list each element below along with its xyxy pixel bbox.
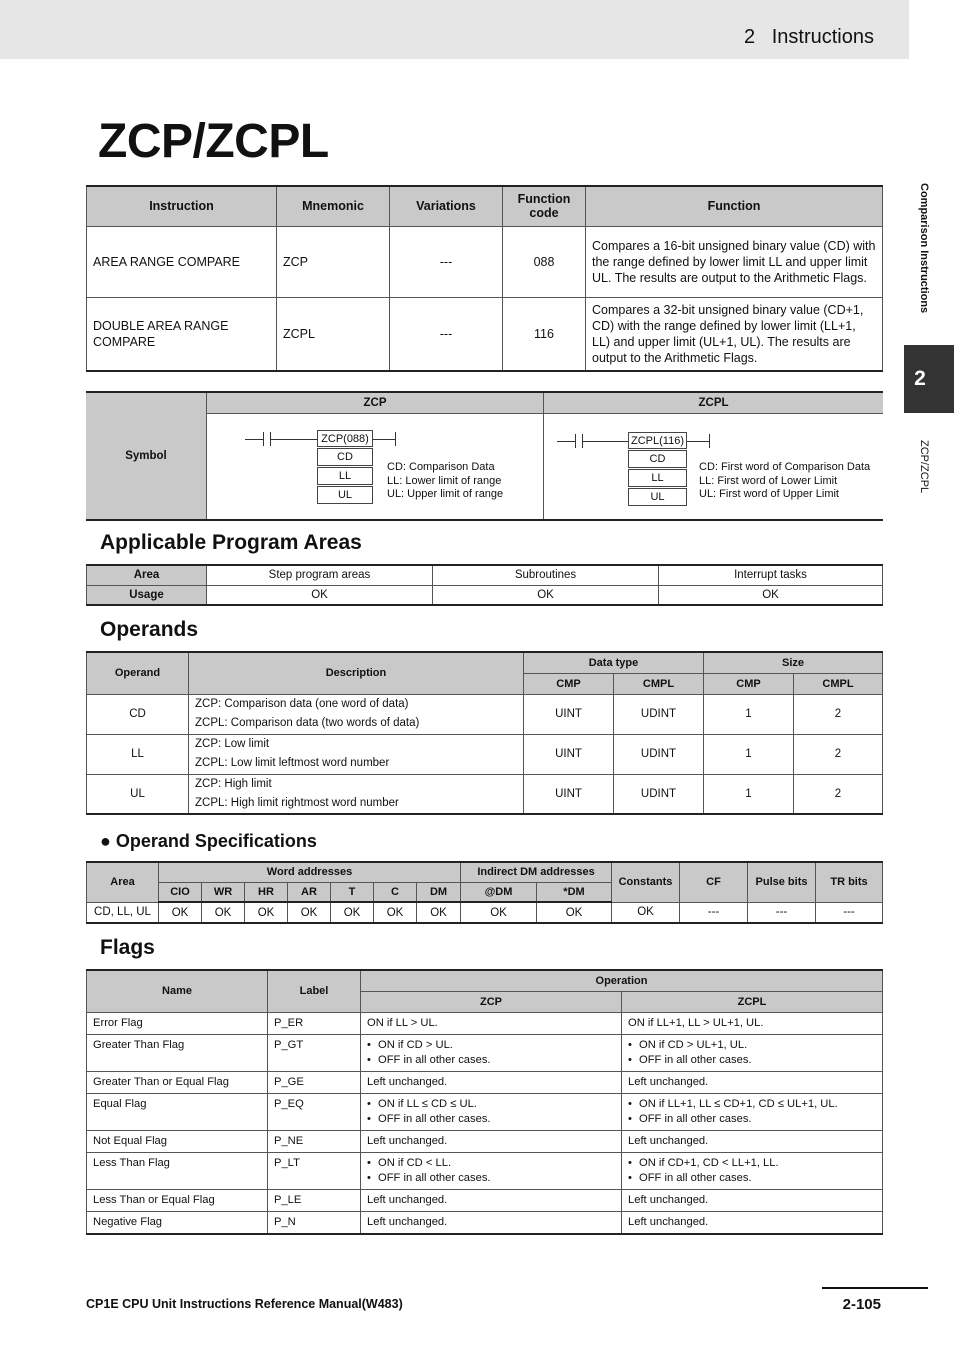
col-header: Function code [503, 186, 586, 226]
table-cell: 088 [503, 226, 586, 297]
table-row [87, 1012, 883, 1034]
operation-line: Left unchanged. [628, 1134, 709, 1147]
operation-line: • ON if CD > UL. [367, 1038, 615, 1053]
side-tab-instruction[interactable]: ZCP/ZCPL [918, 440, 930, 494]
contact-bar [575, 434, 576, 448]
table-cell: --- [816, 902, 883, 923]
table-cell: UINT [524, 694, 614, 734]
desc-line: ZCPL: Low limit leftmost word number [195, 757, 390, 769]
table-cell: Equal Flag [87, 1093, 268, 1130]
table-cell [622, 1034, 883, 1071]
chapter-title: 2 Instructions [743, 26, 874, 48]
operation-line: • ON if CD > UL+1, UL. [628, 1038, 876, 1053]
table-cell: UDINT [614, 694, 704, 734]
operation-line: Left unchanged. [367, 1193, 448, 1206]
row-header: Area [87, 565, 207, 585]
table-cell: UINT [524, 774, 614, 814]
zcp-operand-descriptions [387, 461, 503, 502]
page-title: ZCP/ZCPL [98, 115, 329, 168]
table-cell [189, 734, 524, 774]
desc-line: ZCPL: High limit rightmost word number [195, 796, 399, 809]
footer-page-number: 2-105 [842, 1296, 881, 1313]
zcp-symbol-header: ZCP [207, 393, 543, 414]
operand-box: LL [628, 469, 687, 487]
heading-text: Operand Specifications [115, 831, 317, 851]
operation-line: • ON if CD < LL. [367, 1156, 615, 1171]
operation-line: • OFF in all other cases. [628, 1171, 876, 1186]
table-cell [622, 1093, 883, 1130]
operation-line: Left unchanged. [367, 1134, 448, 1147]
table-cell: ZCPL [277, 297, 390, 371]
col-header: Size [704, 652, 883, 673]
table-cell: AREA RANGE COMPARE [87, 226, 277, 297]
col-header: HR [245, 882, 288, 902]
operand-box: CD [317, 448, 373, 466]
table-cell: OK [374, 902, 417, 923]
table-cell: 2 [794, 694, 883, 734]
rung-line [245, 439, 263, 440]
desc-line: ZCP: High limit [195, 777, 272, 790]
table-cell: Subroutines [433, 565, 659, 585]
col-header: C [374, 882, 417, 902]
table-cell [361, 1034, 622, 1071]
rung-line [557, 441, 575, 442]
table-cell: P_NE [268, 1130, 361, 1152]
col-header: Data type [524, 652, 704, 673]
col-header: CMPL [614, 673, 704, 694]
section-heading-operands: Operands [100, 618, 199, 641]
operand-box: CD [628, 450, 687, 468]
operands-table [86, 651, 883, 815]
col-header: Indirect DM addresses [461, 862, 612, 882]
operation-line: Left unchanged. [367, 1075, 448, 1088]
operation-line: • ON if LL+1, LL ≤ CD+1, CD ≤ UL+1, UL. [628, 1097, 876, 1112]
operation-line: • OFF in all other cases. [367, 1053, 615, 1068]
desc-line: ZCP: Low limit [195, 738, 270, 750]
operand-box: UL [317, 486, 373, 504]
table-cell [622, 1152, 883, 1189]
table-cell: CD, LL, UL [87, 902, 159, 923]
operation-line: Left unchanged. [367, 1215, 448, 1228]
table-cell: LL [87, 734, 189, 774]
col-header: Area [87, 862, 159, 902]
rung-line [373, 439, 395, 440]
table-cell [622, 1189, 883, 1211]
table-cell: Compares a 16-bit unsigned binary value (CD) with the range defined by lower limit LL and upper limit UL. The results are output to the Arithmetic Flags. [586, 226, 883, 297]
table-cell: 2 [794, 734, 883, 774]
table-row [87, 1152, 883, 1189]
col-header: TR bits [816, 862, 883, 902]
col-header: AR [288, 882, 331, 902]
table-cell: Step program areas [207, 565, 433, 585]
col-header: Variations [390, 186, 503, 226]
operation-line: ON if LL+1, LL > UL+1, UL. [628, 1016, 764, 1029]
col-header: Operation [361, 970, 883, 991]
symbol-divider [543, 393, 544, 519]
table-row [87, 1034, 883, 1071]
col-header: Description [189, 652, 524, 694]
table-cell: CD [87, 694, 189, 734]
table-cell [622, 1071, 883, 1093]
col-header: CMP [704, 673, 794, 694]
table-row [87, 1189, 883, 1211]
table-cell: OK [159, 902, 202, 923]
table-cell [361, 1012, 622, 1034]
table-cell: OK [331, 902, 374, 923]
table-row [87, 1211, 883, 1234]
zcp-function-box: ZCP(088) [317, 430, 373, 447]
table-cell: OK [659, 585, 883, 605]
operand-desc: UL: First word of Upper Limit [699, 488, 839, 500]
table-row [87, 1093, 883, 1130]
side-tab-chapter-number[interactable]: 2 [904, 345, 954, 413]
footer-rule [822, 1287, 928, 1289]
operation-line: • ON if CD+1, CD < LL+1, LL. [628, 1156, 876, 1171]
table-cell: Negative Flag [87, 1211, 268, 1234]
col-header: CF [680, 862, 748, 902]
row-header: Usage [87, 585, 207, 605]
table-cell: DOUBLE AREA RANGE COMPARE [87, 297, 277, 371]
col-header: @DM [461, 882, 537, 902]
table-cell: Less Than Flag [87, 1152, 268, 1189]
table-cell: OK [433, 585, 659, 605]
table-cell: P_LT [268, 1152, 361, 1189]
operation-line: • OFF in all other cases. [628, 1053, 876, 1068]
table-cell: OK [537, 902, 612, 923]
table-cell: 2 [794, 774, 883, 814]
table-cell: P_GT [268, 1034, 361, 1071]
table-cell: P_N [268, 1211, 361, 1234]
operation-line: • ON if LL ≤ CD ≤ UL. [367, 1097, 615, 1112]
table-cell [361, 1152, 622, 1189]
operation-line: Left unchanged. [628, 1075, 709, 1088]
table-cell: Error Flag [87, 1012, 268, 1034]
table-cell: UDINT [614, 734, 704, 774]
symbol-section [86, 391, 883, 521]
table-cell [622, 1211, 883, 1234]
operand-box: UL [628, 488, 687, 506]
col-header: WR [202, 882, 245, 902]
rung-line [582, 441, 629, 442]
table-cell [189, 694, 524, 734]
table-row [87, 774, 883, 814]
operand-desc: LL: First word of Lower Limit [699, 474, 838, 487]
program-areas-table [86, 564, 883, 606]
table-cell: ZCP [277, 226, 390, 297]
table-cell: Interrupt tasks [659, 565, 883, 585]
table-cell: --- [390, 226, 503, 297]
footer-manual-title: CP1E CPU Unit Instructions Reference Manual(W483) [86, 1297, 403, 1311]
section-heading-areas: Applicable Program Areas [100, 531, 362, 554]
table-cell: --- [680, 902, 748, 923]
table-cell: Compares a 32-bit unsigned binary value (CD+1, CD) with the range defined by lower limit (LL+1, LL) and upper limit (UL+1, UL). The results are output to the Arithmetic Flags. [586, 297, 883, 371]
operation-line: • OFF in all other cases. [367, 1171, 615, 1186]
table-cell: --- [748, 902, 816, 923]
table-cell [361, 1130, 622, 1152]
table-cell: OK [461, 902, 537, 923]
symbol-label: Symbol [86, 393, 207, 519]
table-cell: OK [612, 902, 680, 923]
operand-desc: LL: Lower limit of range [387, 474, 502, 487]
table-row [87, 694, 883, 734]
table-cell: 1 [704, 774, 794, 814]
table-cell: UINT [524, 734, 614, 774]
table-row [87, 1071, 883, 1093]
table-cell: --- [390, 297, 503, 371]
operand-box: LL [317, 467, 373, 485]
table-cell: Greater Than Flag [87, 1034, 268, 1071]
table-cell: P_ER [268, 1012, 361, 1034]
operation-line: Left unchanged. [628, 1193, 709, 1206]
operand-desc: CD: Comparison Data [387, 461, 495, 473]
col-header: Function [586, 186, 883, 226]
col-header: Constants [612, 862, 680, 902]
zcpl-operand-descriptions [699, 461, 870, 502]
col-header: CIO [159, 882, 202, 902]
table-cell [189, 774, 524, 814]
col-header: ZCPL [622, 991, 883, 1012]
zcpl-symbol-header: ZCPL [544, 393, 883, 414]
side-tab-section[interactable]: Comparison Instructions [918, 183, 930, 314]
table-cell: OK [417, 902, 461, 923]
table-cell: P_GE [268, 1071, 361, 1093]
table-cell [361, 1093, 622, 1130]
table-cell: OK [288, 902, 331, 923]
operand-specs-table [86, 861, 883, 924]
col-header: Word addresses [159, 862, 461, 882]
col-header: CMP [524, 673, 614, 694]
contact-bar [263, 432, 264, 446]
col-header: Mnemonic [277, 186, 390, 226]
col-header: T [331, 882, 374, 902]
table-cell [361, 1071, 622, 1093]
col-header: Operand [87, 652, 189, 694]
table-row [87, 902, 883, 923]
col-header: Instruction [87, 186, 277, 226]
rung-line [270, 439, 318, 440]
table-cell: 116 [503, 297, 586, 371]
col-header: Pulse bits [748, 862, 816, 902]
instruction-table [86, 185, 883, 372]
output-bar [709, 434, 710, 448]
col-header: Label [268, 970, 361, 1012]
output-bar [395, 432, 396, 446]
operation-line: • OFF in all other cases. [367, 1112, 615, 1127]
table-cell: 1 [704, 734, 794, 774]
bullet-icon: ● [100, 831, 116, 851]
table-cell [361, 1189, 622, 1211]
col-header: *DM [537, 882, 612, 902]
table-cell [622, 1012, 883, 1034]
col-header: ZCP [361, 991, 622, 1012]
col-header: CMPL [794, 673, 883, 694]
table-cell: P_EQ [268, 1093, 361, 1130]
table-cell [361, 1211, 622, 1234]
table-cell: Less Than or Equal Flag [87, 1189, 268, 1211]
table-cell: P_LE [268, 1189, 361, 1211]
rung-line [687, 441, 709, 442]
col-header: Name [87, 970, 268, 1012]
table-cell: UL [87, 774, 189, 814]
table-cell: Greater Than or Equal Flag [87, 1071, 268, 1093]
subsection-heading-specs [100, 831, 317, 852]
table-cell [622, 1130, 883, 1152]
table-row [87, 734, 883, 774]
section-heading-flags: Flags [100, 936, 155, 959]
table-cell: OK [202, 902, 245, 923]
col-header: DM [417, 882, 461, 902]
desc-line: ZCP: Comparison data (one word of data) [195, 698, 409, 710]
operation-line: ON if LL > UL. [367, 1016, 438, 1029]
table-cell: Not Equal Flag [87, 1130, 268, 1152]
zcpl-function-box: ZCPL(116) [628, 432, 687, 449]
table-row [87, 1130, 883, 1152]
table-cell: OK [245, 902, 288, 923]
flags-table [86, 969, 883, 1235]
table-cell: 1 [704, 694, 794, 734]
operand-desc: CD: First word of Comparison Data [699, 461, 871, 473]
operation-line: Left unchanged. [628, 1215, 709, 1228]
operation-line: • OFF in all other cases. [628, 1112, 876, 1127]
table-cell: UDINT [614, 774, 704, 814]
operand-desc: UL: Upper limit of range [387, 488, 504, 500]
table-cell: OK [207, 585, 433, 605]
desc-line: ZCPL: Comparison data (two words of data) [195, 717, 420, 729]
